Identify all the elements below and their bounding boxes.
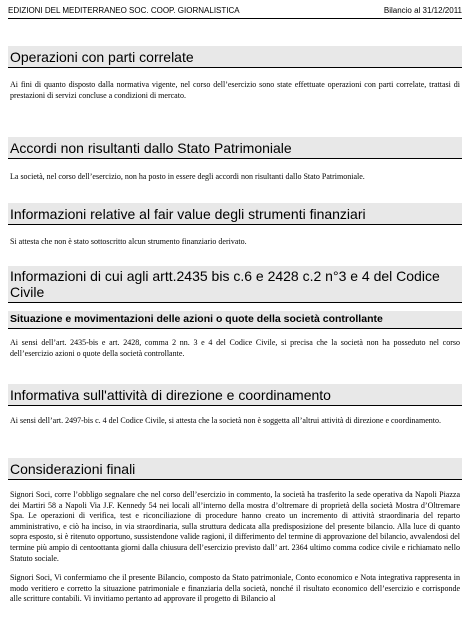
section-related-party bbox=[8, 46, 462, 101]
paragraph: Si attesta che non è stato sottoscritto alcun strumento finanziario derivato. bbox=[10, 237, 247, 246]
section-rule bbox=[8, 67, 462, 68]
section-title: Informativa sull'attività di direzione e coordinamento bbox=[8, 384, 462, 405]
paragraph: Signori Soci, Vi confermiamo che il presente Bilancio, composto da Stato patrimoniale, Conto economico e Nota integrativa rappresenta in modo veritiero e corretto la situazione patrimoniale e finanziaria della società, nonché il risultato economico dell’esercizio e corrisponde alle scritture contabili. Vi invitiamo pertanto ad approvare il progetto di Bilancio al bbox=[10, 573, 460, 604]
header-rule bbox=[8, 18, 462, 19]
page-header bbox=[8, 6, 462, 15]
section-title: Informazioni di cui agli artt.2435 bis c.6 e 2428 c.2 n°3 e 4 del Codice Civile bbox=[8, 266, 462, 302]
subsection-title: Situazione e movimentazioni delle azioni o quote della società controllante bbox=[8, 311, 462, 328]
section-fair-value bbox=[8, 203, 462, 248]
section-off-balance bbox=[8, 137, 462, 183]
company-name: EDIZIONI DEL MEDITERRANEO SOC. COOP. GIORNALISTICA bbox=[8, 6, 240, 15]
paragraph: Ai fini di quanto disposto dalla normativa vigente, nel corso dell’esercizio sono state effettuate operazioni con parti correlate, trattasi di prestazioni di servizi concluse a condizioni di mercato. bbox=[10, 80, 460, 100]
section-rule bbox=[8, 158, 462, 159]
balance-date: Bilancio al 31/12/2011 bbox=[383, 6, 462, 15]
paragraph: Ai sensi dell’art. 2497-bis c. 4 del Codice Civile, si attesta che la società non è soggetta all’altrui attività di direzione e coordinamento. bbox=[10, 416, 441, 425]
section-title: Operazioni con parti correlate bbox=[8, 46, 462, 67]
section-title: Considerazioni finali bbox=[8, 458, 462, 479]
section-final bbox=[8, 458, 462, 605]
section-direction bbox=[8, 384, 462, 427]
section-civil-code bbox=[8, 266, 462, 359]
section-title: Informazioni relative al fair value degli strumenti finanziari bbox=[8, 203, 462, 224]
paragraph: Ai sensi dell’art. 2435-bis e art. 2428, comma 2 nn. 3 e 4 del Codice Civile, si precisa che la società non ha posseduto nel corso dell’esercizio azioni o quote della società controllante. bbox=[10, 338, 460, 358]
section-rule bbox=[8, 405, 462, 406]
section-rule bbox=[8, 479, 462, 480]
paragraph: Signori Soci, corre l’obbligo segnalare che nel corso dell’esercizio in commento, la società ha trasferito la sede operativa da Napoli Piazza dei Martiri 58 a Napoli Via J.F. Kennedy 54 nei locali all’interno della mostra d’oltremare di proprietà della società Mostra d’Oltremare Spa. Le operazioni di verifica, test e riconciliazione di procedure hanno creato un incremento di attività straordinaria del reparto amministrativo, e ciò ha inciso, in via straordinaria, sulla struttura dedicata alla predisposizione del presente bilancio. Alla luce di quanto sopra esposto, si è ritenuto opportuno, sussistendone valide ragioni, il differimento del termine di approvazione del bilancio, avvalendosi del termine più ampio di centoottanta giorni dalla chiusura dell’esercizio previsto dall’ art. 2364 ultimo comma codice civile e richiamato nello Statuto sociale. bbox=[10, 490, 460, 563]
section-rule bbox=[8, 224, 462, 225]
section-title: Accordi non risultanti dallo Stato Patrimoniale bbox=[8, 137, 462, 158]
section-rule bbox=[8, 302, 462, 303]
subsection-rule bbox=[8, 328, 462, 329]
paragraph: La società, nel corso dell’esercizio, non ha posto in essere degli accordi non risultanti dallo Stato Patrimoniale. bbox=[10, 172, 365, 181]
